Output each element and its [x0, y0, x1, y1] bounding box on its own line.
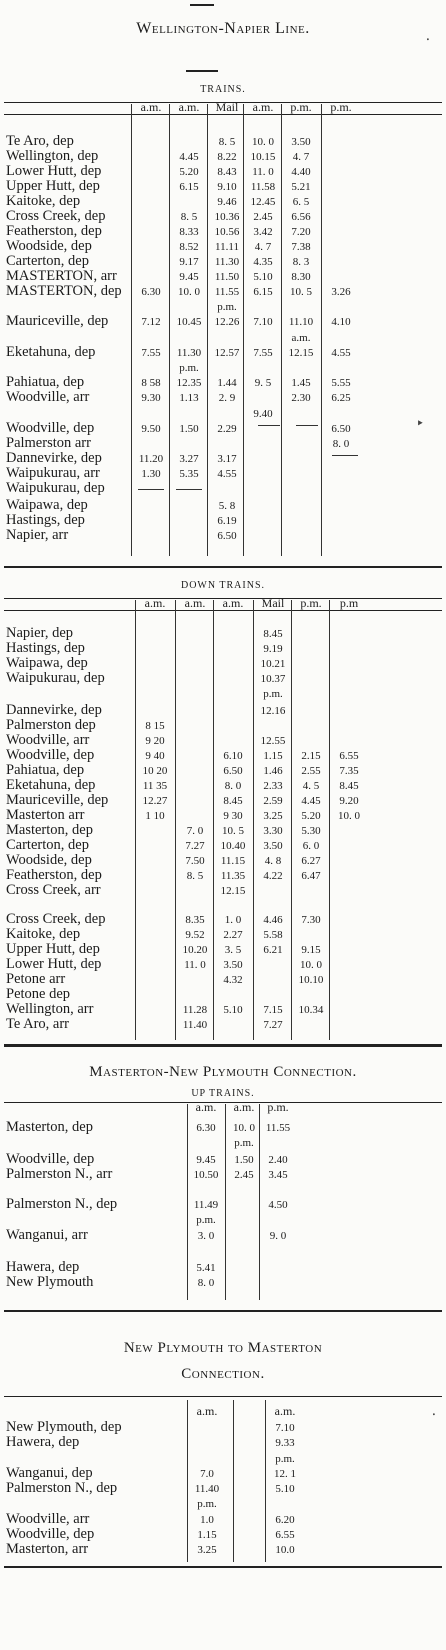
time-cell: 1.45	[291, 377, 311, 389]
time-note: p.m.	[263, 688, 283, 700]
station-name: Waipukurau, arr	[6, 465, 100, 481]
column-header: a.m.	[222, 596, 244, 610]
conn2-top-rule	[4, 1396, 442, 1397]
station-name: Wanganui, dep	[6, 1465, 93, 1481]
time-cell: 7.27	[185, 840, 205, 852]
time-cell: 9.15	[301, 944, 321, 956]
station-name: Dannevirke, dep	[6, 702, 102, 718]
time-cell: 6.55	[339, 750, 359, 762]
column-rule	[321, 104, 322, 556]
station-name: Woodville, dep	[6, 420, 95, 436]
time-cell: 11.49	[193, 1199, 219, 1211]
time-cell: 8.35	[185, 914, 205, 926]
time-cell: 10.37	[260, 673, 286, 685]
time-cell: 11.55	[265, 1122, 291, 1134]
time-cell: 5.10	[253, 271, 273, 283]
station-name: Masterton, dep	[6, 1119, 93, 1135]
time-cell: 8. 5	[180, 211, 198, 223]
station-name: Cross Creek, arr	[6, 882, 101, 898]
time-cell: 1. 0	[224, 914, 242, 926]
no-train-dash	[258, 425, 280, 426]
time-cell: 11. 0	[184, 959, 206, 971]
column-header: a.m.	[233, 1100, 255, 1114]
station-name: Waipawa, dep	[6, 497, 88, 513]
station-name: Woodville, arr	[6, 1511, 90, 1527]
time-cell: 9. 0	[269, 1230, 287, 1242]
station-name: Lower Hutt, dep	[6, 163, 102, 179]
station-name: Pahiatua, dep	[6, 762, 85, 778]
time-cell: 10. 5	[290, 286, 312, 298]
time-cell: 4. 8	[264, 855, 282, 867]
time-cell: 11.55	[214, 286, 240, 298]
station-name: Napier, arr	[6, 527, 69, 543]
time-cell: 4.50	[268, 1199, 288, 1211]
time-cell: 10.50	[193, 1169, 219, 1181]
time-cell: 7.55	[141, 347, 161, 359]
conn1-bottom-rule	[4, 1310, 442, 1312]
time-cell: 3.26	[331, 286, 351, 298]
time-cell: 6.50	[217, 530, 237, 542]
up-table-bottom-rule	[4, 566, 442, 568]
time-cell: 7.20	[291, 226, 311, 238]
station-name: Waipawa, dep	[6, 655, 88, 671]
time-cell: 5.10	[275, 1483, 295, 1495]
time-cell: 10.20	[182, 944, 208, 956]
column-header: p.m	[339, 596, 359, 610]
time-cell: 7.30	[301, 914, 321, 926]
time-cell: 7. 0	[186, 825, 204, 837]
time-cell: 11.15	[220, 855, 246, 867]
time-cell: 11.58	[250, 181, 276, 193]
time-cell: 3.45	[268, 1169, 288, 1181]
column-header: p.m.	[330, 100, 352, 114]
time-cell: 8.33	[179, 226, 199, 238]
column-header: a.m.	[252, 100, 274, 114]
station-name: Woodville, dep	[6, 1526, 95, 1542]
time-cell: 12.27	[142, 795, 168, 807]
time-cell: 1.46	[263, 765, 283, 777]
column-header: p.m.	[300, 596, 322, 610]
top-ornament-rule	[190, 4, 214, 6]
time-cell: 12. 1	[274, 1468, 296, 1480]
station-name: Mauriceville, dep	[6, 792, 109, 808]
no-train-dash	[296, 425, 318, 426]
time-cell: 7.10	[253, 316, 273, 328]
time-cell: 9.45	[196, 1154, 216, 1166]
column-header: a.m.	[144, 596, 166, 610]
time-cell: 3.27	[179, 453, 199, 465]
column-header: p.m.	[290, 100, 312, 114]
time-cell: 10.36	[214, 211, 240, 223]
time-cell: 11 35	[142, 780, 168, 792]
time-cell: 4.35	[253, 256, 273, 268]
time-note: p.m.	[234, 1137, 254, 1149]
time-cell: 1.44	[217, 377, 237, 389]
time-cell: 11.40	[194, 1483, 220, 1495]
time-cell: 5.55	[331, 377, 351, 389]
time-cell: 6.20	[275, 1514, 295, 1526]
time-cell: 8. 5	[186, 870, 204, 882]
station-name: Palmerston arr	[6, 435, 91, 451]
time-cell: 4.32	[223, 974, 243, 986]
time-cell: 2.29	[217, 423, 237, 435]
time-cell: 10. 0	[300, 959, 322, 971]
station-name: Petone dep	[6, 986, 71, 1002]
time-cell: 6.15	[253, 286, 273, 298]
time-cell: 7.15	[263, 1004, 283, 1016]
time-cell: 2.30	[291, 392, 311, 404]
station-name: Wellington, arr	[6, 1001, 94, 1017]
time-cell: 11.30	[176, 347, 202, 359]
time-cell: 5.35	[179, 468, 199, 480]
station-name: Palmerston N., dep	[6, 1480, 118, 1496]
time-cell: 7.35	[339, 765, 359, 777]
time-cell: 3.30	[263, 825, 283, 837]
time-cell: 12.26	[214, 316, 240, 328]
time-cell: 5. 8	[218, 500, 236, 512]
time-cell: 4.46	[263, 914, 283, 926]
time-cell: 4. 5	[302, 780, 320, 792]
time-cell: 1.13	[179, 392, 199, 404]
time-cell: 5.10	[223, 1004, 243, 1016]
station-name: Waipukurau, dep	[6, 670, 105, 686]
station-name: Palmerston N., arr	[6, 1166, 113, 1182]
time-cell: 8. 5	[218, 136, 236, 148]
time-cell: 6.19	[217, 515, 237, 527]
time-cell: 9 40	[145, 750, 165, 762]
time-cell: 9.52	[185, 929, 205, 941]
time-cell: 9.20	[339, 795, 359, 807]
time-note: p.m.	[196, 1214, 216, 1226]
time-cell: 10. 0	[178, 286, 200, 298]
column-header: Mail	[215, 100, 239, 114]
station-name: Featherston, dep	[6, 223, 102, 239]
no-train-dash	[176, 489, 202, 490]
time-cell: 11.50	[214, 271, 240, 283]
time-cell: 3.50	[291, 136, 311, 148]
time-cell: 12.16	[260, 705, 286, 717]
station-name: Pahiatua, dep	[6, 374, 85, 390]
time-cell: 1.15	[197, 1529, 217, 1541]
margin-smudge-mark: ⸱	[432, 1408, 436, 1423]
column-header: p.m.	[267, 1100, 289, 1114]
down-table-header-rule	[4, 610, 442, 611]
time-cell: 4.40	[291, 166, 311, 178]
station-name: Lower Hutt, dep	[6, 956, 102, 972]
time-cell: 3. 0	[197, 1230, 215, 1242]
column-header: a.m.	[178, 100, 200, 114]
time-note: p.m.	[217, 301, 237, 313]
station-name: Palmerston dep	[6, 717, 96, 733]
time-cell: 10.34	[298, 1004, 324, 1016]
time-cell: 11.30	[214, 256, 240, 268]
time-cell: 5.20	[301, 810, 321, 822]
station-name: New Plymouth	[6, 1274, 94, 1290]
time-cell: 11.40	[182, 1019, 208, 1031]
time-cell: 11.10	[288, 316, 314, 328]
time-cell: 1.30	[141, 468, 161, 480]
time-cell: 3.25	[263, 810, 283, 822]
time-cell: 7.27	[263, 1019, 283, 1031]
time-cell: 2.59	[263, 795, 283, 807]
time-cell: 10 20	[142, 765, 168, 777]
time-cell: 11.20	[138, 453, 164, 465]
station-name: Woodville, dep	[6, 1151, 95, 1167]
time-cell: 10.56	[214, 226, 240, 238]
time-cell: 8. 0	[224, 780, 242, 792]
new-plymouth-masterton-title-line2: Connection.	[181, 1366, 265, 1382]
no-train-dash	[332, 455, 358, 456]
station-name: Mauriceville, dep	[6, 313, 109, 329]
station-name: Te Aro, arr	[6, 1016, 69, 1032]
time-cell: 10.0	[275, 1544, 295, 1556]
time-cell: 7.10	[275, 1422, 295, 1434]
time-cell: 2.45	[253, 211, 273, 223]
time-cell: 8.30	[291, 271, 311, 283]
time-cell: 6.47	[301, 870, 321, 882]
time-cell: 4. 7	[292, 151, 310, 163]
station-name: Upper Hutt, dep	[6, 178, 100, 194]
time-cell: 5.41	[196, 1262, 216, 1274]
time-cell: 10.15	[250, 151, 276, 163]
time-cell: 3.17	[217, 453, 237, 465]
station-name: New Plymouth, dep	[6, 1419, 122, 1435]
conn1-up-trains-heading: UP TRAINS.	[191, 1088, 255, 1099]
time-cell: 6.15	[179, 181, 199, 193]
station-name: Eketahuna, dep	[6, 344, 96, 360]
time-note: 9.40	[253, 408, 273, 420]
time-cell: 2.45	[234, 1169, 254, 1181]
time-cell: 9 30	[223, 810, 243, 822]
time-cell: 12.15	[220, 885, 246, 897]
time-cell: 8.45	[223, 795, 243, 807]
time-cell: 9.10	[217, 181, 237, 193]
time-cell: 8.45	[339, 780, 359, 792]
masterton-new-plymouth-title: Masterton-New Plymouth Connection.	[89, 1064, 357, 1080]
time-cell: 2.15	[301, 750, 321, 762]
time-cell: 9.50	[141, 423, 161, 435]
time-cell: 6.27	[301, 855, 321, 867]
time-cell: 6.10	[223, 750, 243, 762]
station-name: Featherston, dep	[6, 867, 102, 883]
time-cell: 4.55	[217, 468, 237, 480]
station-name: Hawera, dep	[6, 1434, 80, 1450]
time-cell: 7.50	[185, 855, 205, 867]
time-cell: 3.50	[263, 840, 283, 852]
time-cell: 7.38	[291, 241, 311, 253]
time-cell: 7.55	[253, 347, 273, 359]
station-name: Carterton, dep	[6, 837, 89, 853]
station-name: Waipukurau, dep	[6, 480, 105, 496]
time-cell: 12.35	[176, 377, 202, 389]
time-cell: 7.12	[141, 316, 161, 328]
time-cell: 5.58	[263, 929, 283, 941]
time-cell: 12.45	[250, 196, 276, 208]
time-cell: 10. 0	[252, 136, 274, 148]
station-name: Carterton, dep	[6, 253, 89, 269]
time-cell: 6.50	[331, 423, 351, 435]
station-name: Wellington, dep	[6, 148, 99, 164]
time-cell: 2. 9	[218, 392, 236, 404]
time-cell: 10.21	[260, 658, 286, 670]
time-cell: 8 58	[141, 377, 161, 389]
time-cell: 8.22	[217, 151, 237, 163]
time-cell: 10. 0	[338, 810, 360, 822]
time-cell: 8.52	[179, 241, 199, 253]
time-cell: 4.22	[263, 870, 283, 882]
new-plymouth-masterton-title-line1: New Plymouth to Masterton	[123, 1340, 323, 1356]
time-cell: 8. 0	[197, 1277, 215, 1289]
time-cell: 11.35	[220, 870, 246, 882]
column-header: a.m.	[140, 100, 162, 114]
station-name: Hastings, dep	[6, 512, 85, 528]
station-name: Masterton arr	[6, 807, 85, 823]
station-name: Napier, dep	[6, 625, 74, 641]
station-name: Woodville, dep	[6, 747, 95, 763]
station-name: Petone arr	[6, 971, 66, 987]
time-cell: 11. 0	[252, 166, 274, 178]
column-header: a.m.	[274, 1404, 296, 1418]
up-trains-heading: TRAINS.	[200, 84, 246, 95]
station-name: Masterton, dep	[6, 822, 93, 838]
station-name: Woodville, arr	[6, 732, 90, 748]
column-header: a.m.	[184, 596, 206, 610]
station-name: MASTERTON, arr	[6, 268, 117, 284]
time-cell: 3.42	[253, 226, 273, 238]
time-cell: 2.55	[301, 765, 321, 777]
time-cell: 3. 5	[224, 944, 242, 956]
column-rule	[175, 600, 176, 1040]
time-cell: 4.55	[331, 347, 351, 359]
time-cell: 1 10	[145, 810, 165, 822]
time-cell: 5.21	[291, 181, 311, 193]
time-cell: 9. 5	[254, 377, 272, 389]
station-name: Cross Creek, dep	[6, 208, 106, 224]
time-cell: 4.45	[301, 795, 321, 807]
station-name: MASTERTON, dep	[6, 283, 122, 299]
time-cell: 10. 5	[222, 825, 244, 837]
down-table-bottom-rule	[4, 1044, 442, 1047]
time-cell: 10. 0	[233, 1122, 255, 1134]
column-header: a.m.	[195, 1100, 217, 1114]
station-name: Eketahuna, dep	[6, 777, 96, 793]
time-cell: 8. 3	[292, 256, 310, 268]
station-name: Cross Creek, dep	[6, 911, 106, 927]
time-cell: 6. 5	[292, 196, 310, 208]
time-cell: 10.45	[176, 316, 202, 328]
time-cell: 12.55	[260, 735, 286, 747]
column-rule	[131, 104, 132, 556]
column-rule	[233, 1400, 234, 1562]
time-cell: 6.56	[291, 211, 311, 223]
time-cell: 3.50	[223, 959, 243, 971]
station-name: Woodville, arr	[6, 389, 90, 405]
time-cell: 5.30	[301, 825, 321, 837]
time-cell: 1.50	[179, 423, 199, 435]
station-name: Upper Hutt, dep	[6, 941, 100, 957]
time-cell: 1.0	[200, 1514, 214, 1526]
station-name: Hastings, dep	[6, 640, 85, 656]
station-name: Woodside, dep	[6, 238, 92, 254]
margin-smudge-mark: ⸱	[426, 33, 430, 48]
time-cell: 2.40	[268, 1154, 288, 1166]
up-table-header-rule	[4, 114, 442, 115]
time-cell: 8.43	[217, 166, 237, 178]
time-cell: 6.21	[263, 944, 283, 956]
time-cell: 6.25	[331, 392, 351, 404]
time-cell: 4.10	[331, 316, 351, 328]
time-cell: 9.19	[263, 643, 283, 655]
time-note: p.m.	[275, 1453, 295, 1465]
time-note: a.m.	[291, 332, 311, 344]
down-trains-heading: DOWN TRAINS.	[180, 580, 266, 591]
time-cell: 12.57	[214, 347, 240, 359]
time-cell: 1.15	[263, 750, 283, 762]
time-cell: 3.25	[197, 1544, 217, 1556]
station-name: Masterton, arr	[6, 1541, 89, 1557]
time-cell: 9.33	[275, 1437, 295, 1449]
time-cell: 8 15	[145, 720, 165, 732]
time-cell: 4. 7	[254, 241, 272, 253]
time-cell: 9.45	[179, 271, 199, 283]
time-cell: 10.40	[220, 840, 246, 852]
time-cell: 8.45	[263, 628, 283, 640]
time-cell: 6.50	[223, 765, 243, 777]
page-title: Wellington-Napier Line.	[136, 20, 310, 37]
station-name: Kaitoke, dep	[6, 926, 81, 942]
time-cell: 11.28	[182, 1004, 208, 1016]
time-cell: 6.30	[141, 286, 161, 298]
time-cell: 1.50	[234, 1154, 254, 1166]
time-cell: 2.33	[263, 780, 283, 792]
column-header: a.m.	[196, 1404, 218, 1418]
time-cell: 6. 0	[302, 840, 320, 852]
time-cell: 6.55	[275, 1529, 295, 1541]
station-name: Hawera, dep	[6, 1259, 80, 1275]
time-note: p.m.	[179, 362, 199, 374]
no-train-dash	[138, 489, 164, 490]
time-cell: 2.27	[223, 929, 243, 941]
time-cell: 9.46	[217, 196, 237, 208]
margin-smudge-mark: ‣	[416, 417, 425, 432]
station-name: Wanganui, arr	[6, 1227, 88, 1243]
time-note: p.m.	[197, 1498, 217, 1510]
time-cell: 9 20	[145, 735, 165, 747]
time-cell: 8. 0	[332, 438, 350, 450]
time-cell: 5.20	[179, 166, 199, 178]
station-name: Palmerston N., dep	[6, 1196, 118, 1212]
station-name: Te Aro, dep	[6, 133, 74, 149]
time-cell: 9.30	[141, 392, 161, 404]
time-cell: 7.0	[200, 1468, 214, 1480]
station-name: Dannevirke, dep	[6, 450, 102, 466]
time-cell: 9.17	[179, 256, 199, 268]
station-name: Kaitoke, dep	[6, 193, 81, 209]
column-header: Mail	[261, 596, 285, 610]
time-cell: 11.11	[215, 241, 239, 253]
time-cell: 10.10	[298, 974, 324, 986]
conn2-bottom-rule	[4, 1566, 442, 1568]
time-cell: 6.30	[196, 1122, 216, 1134]
time-cell: 12.15	[288, 347, 314, 359]
time-cell: 4.45	[179, 151, 199, 163]
station-name: Woodside, dep	[6, 852, 92, 868]
title-ornament-rule	[186, 70, 218, 72]
